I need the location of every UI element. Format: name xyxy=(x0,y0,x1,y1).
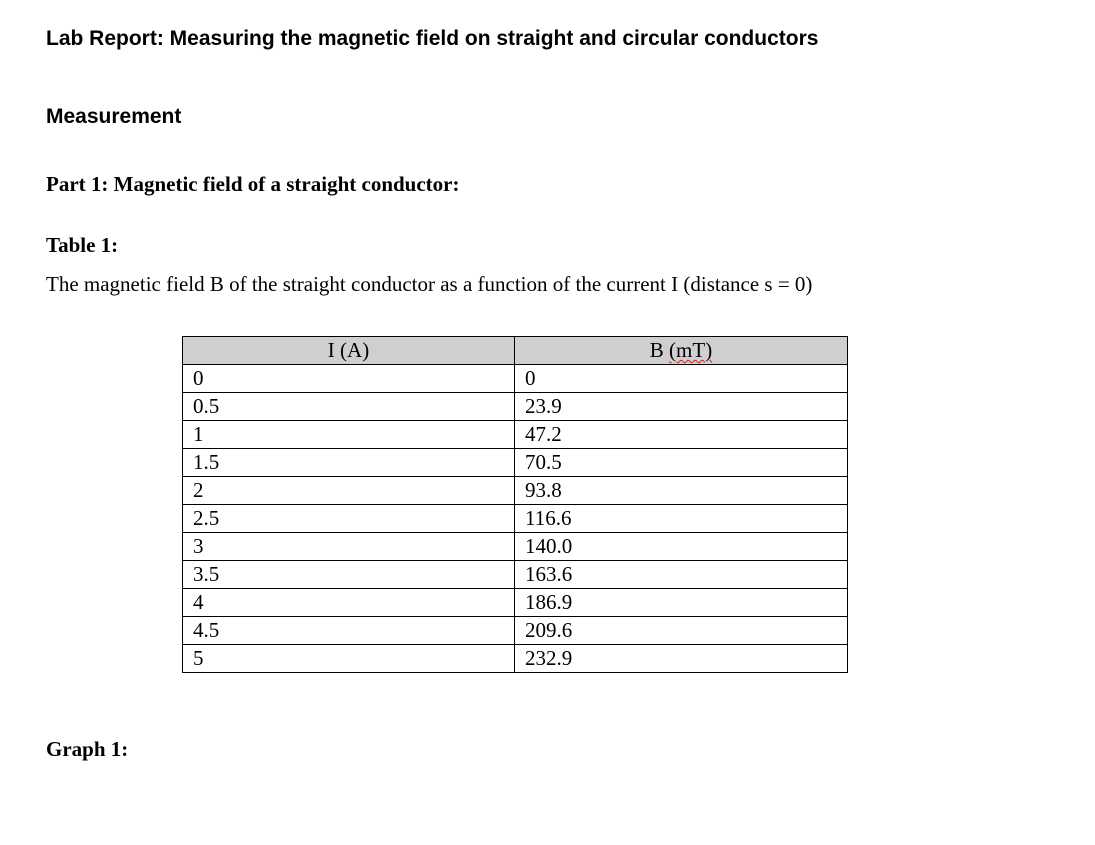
cell-current: 3 xyxy=(183,533,515,561)
cell-field: 209.6 xyxy=(515,617,848,645)
cell-current: 5 xyxy=(183,645,515,673)
table-row xyxy=(183,505,848,533)
cell-field: 23.9 xyxy=(515,393,848,421)
table-row xyxy=(183,477,848,505)
table-row xyxy=(183,393,848,421)
header-current: I (A) xyxy=(183,337,515,365)
section-heading: Measurement xyxy=(46,105,182,128)
measurement-table xyxy=(182,336,848,673)
cell-current: 4 xyxy=(183,589,515,617)
cell-current: 0 xyxy=(183,365,515,393)
cell-field: 186.9 xyxy=(515,589,848,617)
table-header-row xyxy=(183,337,848,365)
table-row xyxy=(183,645,848,673)
cell-field: 140.0 xyxy=(515,533,848,561)
table-caption: The magnetic field B of the straight conductor as a function of the current I (distance s = 0) xyxy=(46,272,813,296)
cell-current: 2 xyxy=(183,477,515,505)
table-row xyxy=(183,449,848,477)
part-heading: Part 1: Magnetic field of a straight conductor: xyxy=(46,172,460,196)
document-title: Lab Report: Measuring the magnetic field on straight and circular conductors xyxy=(46,27,819,50)
table-row xyxy=(183,589,848,617)
cell-current: 1 xyxy=(183,421,515,449)
cell-field: 47.2 xyxy=(515,421,848,449)
header-field-unit: (mT) xyxy=(669,338,713,362)
table-label: Table 1: xyxy=(46,233,119,257)
cell-field: 0 xyxy=(515,365,848,393)
cell-field: 93.8 xyxy=(515,477,848,505)
table-row xyxy=(183,561,848,589)
cell-current: 3.5 xyxy=(183,561,515,589)
cell-current: 0.5 xyxy=(183,393,515,421)
cell-current: 2.5 xyxy=(183,505,515,533)
table-body xyxy=(183,365,848,673)
table-row xyxy=(183,365,848,393)
header-field xyxy=(515,337,848,365)
cell-field: 232.9 xyxy=(515,645,848,673)
table-row xyxy=(183,533,848,561)
cell-field: 116.6 xyxy=(515,505,848,533)
cell-current: 4.5 xyxy=(183,617,515,645)
cell-field: 70.5 xyxy=(515,449,848,477)
cell-field: 163.6 xyxy=(515,561,848,589)
cell-current: 1.5 xyxy=(183,449,515,477)
header-field-prefix: B xyxy=(649,338,670,362)
graph-label: Graph 1: xyxy=(46,737,129,761)
table-row xyxy=(183,617,848,645)
table-row xyxy=(183,421,848,449)
